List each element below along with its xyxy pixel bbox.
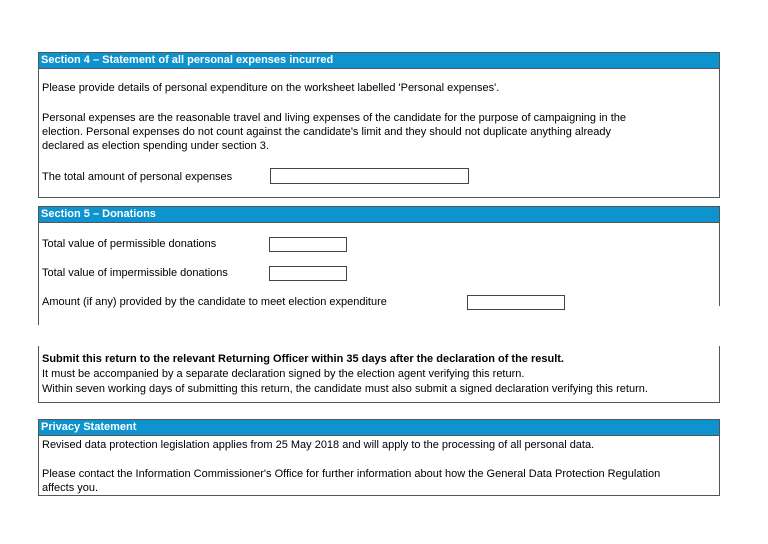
- section-4-description-line-3: declared as election spending under section 3.: [42, 140, 269, 152]
- privacy-line-2a: Please contact the Information Commissioner's Office for further information about how the General Data Protection Regulation: [42, 468, 661, 480]
- candidate-amount-label: Amount (if any) provided by the candidate to meet election expenditure: [42, 296, 387, 308]
- section-4-intro: Please provide details of personal expenditure on the worksheet labelled 'Personal expenses'.: [42, 82, 500, 94]
- section-4: [38, 52, 720, 198]
- permissible-donations-label: Total value of permissible donations: [42, 238, 217, 250]
- submission-notice: [38, 346, 720, 403]
- submission-deadline-heading: Submit this return to the relevant Returning Officer within 35 days after the declaration of the result.: [42, 353, 564, 365]
- section-4-heading: Section 4 – Statement of all personal expenses incurred: [39, 53, 719, 69]
- candidate-amount-field[interactable]: [467, 295, 565, 310]
- impermissible-donations-label: Total value of impermissible donations: [42, 267, 228, 279]
- privacy-line-2b: affects you.: [42, 482, 99, 494]
- privacy-statement: [38, 419, 720, 496]
- impermissible-donations-field[interactable]: [269, 266, 347, 281]
- submission-line-2: Within seven working days of submitting this return, the candidate must also submit a signed declaration verifying this return.: [42, 383, 648, 395]
- privacy-heading: Privacy Statement: [39, 420, 719, 436]
- personal-expenses-total-label: The total amount of personal expenses: [42, 171, 233, 183]
- privacy-line-1: Revised data protection legislation applies from 25 May 2018 and will apply to the processing of all personal data.: [42, 439, 595, 451]
- section-4-description-line-1: Personal expenses are the reasonable travel and living expenses of the candidate for the purpose of campaigning in the: [42, 112, 626, 124]
- section-4-description-line-2: election. Personal expenses do not count against the candidate's limit and they should not duplicate anything already: [42, 126, 611, 138]
- submission-line-1: It must be accompanied by a separate declaration signed by the election agent verifying this return.: [42, 368, 525, 380]
- section-5: [38, 206, 720, 306]
- permissible-donations-field[interactable]: [269, 237, 347, 252]
- section-5-border-extension: [38, 305, 39, 325]
- section-5-heading: Section 5 – Donations: [39, 207, 719, 223]
- personal-expenses-total-field[interactable]: [270, 168, 469, 184]
